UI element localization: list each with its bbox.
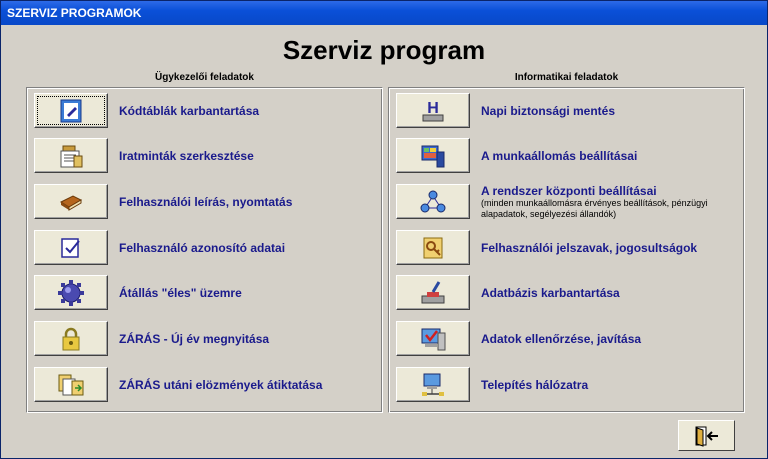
copy-documents-icon xyxy=(57,371,85,399)
page-title: Szerviz program xyxy=(282,35,486,65)
right-group-box xyxy=(388,87,745,413)
data-check-label: Adatok ellenőrzése, javítása xyxy=(481,332,642,346)
network-icon xyxy=(419,188,447,216)
code-tables-label: Kódtáblák karbantartása xyxy=(119,104,260,118)
exit-button[interactable] xyxy=(678,420,735,451)
check-computer-icon xyxy=(419,325,447,353)
year-close-label: ZÁRÁS - Új év megnyitása xyxy=(119,332,270,346)
window-titlebar: SZERVIZ PROGRAMOK xyxy=(1,1,767,25)
user-id-button[interactable] xyxy=(34,230,108,265)
left-row-transfer xyxy=(27,365,382,405)
edit-table-icon xyxy=(57,97,85,125)
network-install-label: Telepítés hálózatra xyxy=(481,378,589,392)
daily-backup-label: Napi biztonsági mentés xyxy=(481,104,616,118)
padlock-icon xyxy=(57,325,85,353)
history-transfer-button[interactable] xyxy=(34,367,108,402)
left-row-year-close xyxy=(27,319,382,359)
left-group-label: Ügykezelői feladatok xyxy=(155,72,254,83)
right-row-data-check xyxy=(389,319,744,359)
workstation-settings-label: A munkaállomás beállításai xyxy=(481,149,638,163)
database-maintenance-button[interactable] xyxy=(396,275,470,310)
right-row-database xyxy=(389,273,744,313)
data-check-button[interactable] xyxy=(396,321,470,356)
passwords-label: Felhasználói jelszavak, jogosultságok xyxy=(481,241,698,255)
left-row-code-tables xyxy=(27,91,382,131)
go-live-button[interactable] xyxy=(34,275,108,310)
exit-door-icon xyxy=(694,425,720,447)
backup-drive-icon xyxy=(419,97,447,125)
user-id-icon xyxy=(57,234,85,262)
key-icon xyxy=(419,234,447,262)
user-manual-label: Felhasználói leírás, nyomtatás xyxy=(119,195,293,209)
central-settings-label: A rendszer központi beállításai xyxy=(481,184,657,198)
database-brush-icon xyxy=(419,279,447,307)
passwords-button[interactable] xyxy=(396,230,470,265)
code-tables-button[interactable] xyxy=(34,93,108,128)
central-settings-label-block xyxy=(481,182,711,222)
right-row-passwords xyxy=(389,228,744,268)
right-group-label: Informatikai feladatok xyxy=(514,72,619,83)
right-row-network-install xyxy=(389,365,744,405)
user-id-label: Felhasználó azonosító adatai xyxy=(119,241,286,255)
history-transfer-label: ZÁRÁS utáni elözmények átiktatása xyxy=(119,378,323,392)
right-row-backup xyxy=(389,91,744,131)
left-row-templates xyxy=(27,136,382,176)
left-group-box xyxy=(26,87,383,413)
document-templates-icon xyxy=(57,142,85,170)
workstation-settings-button[interactable] xyxy=(396,138,470,173)
workstation-settings-icon xyxy=(419,142,447,170)
left-row-go-live xyxy=(27,273,382,313)
left-row-user-id xyxy=(27,228,382,268)
central-settings-button[interactable] xyxy=(396,184,470,219)
year-close-button[interactable] xyxy=(34,321,108,356)
book-icon xyxy=(57,188,85,216)
network-install-button[interactable] xyxy=(396,367,470,402)
left-row-manual xyxy=(27,182,382,222)
document-templates-button[interactable] xyxy=(34,138,108,173)
right-row-central-settings xyxy=(389,182,744,222)
user-manual-button[interactable] xyxy=(34,184,108,219)
database-maintenance-label: Adatbázis karbantartása xyxy=(481,286,620,300)
right-row-workstation xyxy=(389,136,744,176)
gear-icon xyxy=(57,279,85,307)
svg-text:H: H xyxy=(427,99,439,117)
go-live-label: Átállás "éles" üzemre xyxy=(119,286,242,300)
document-templates-label: Iratminták szerkesztése xyxy=(119,149,254,163)
network-install-icon xyxy=(419,371,447,399)
daily-backup-button[interactable] xyxy=(396,93,470,128)
central-settings-description: (minden munkaállomásra érvényes beállítások, pénzügyi alapadatok, segélyezési állandók) xyxy=(481,198,708,219)
